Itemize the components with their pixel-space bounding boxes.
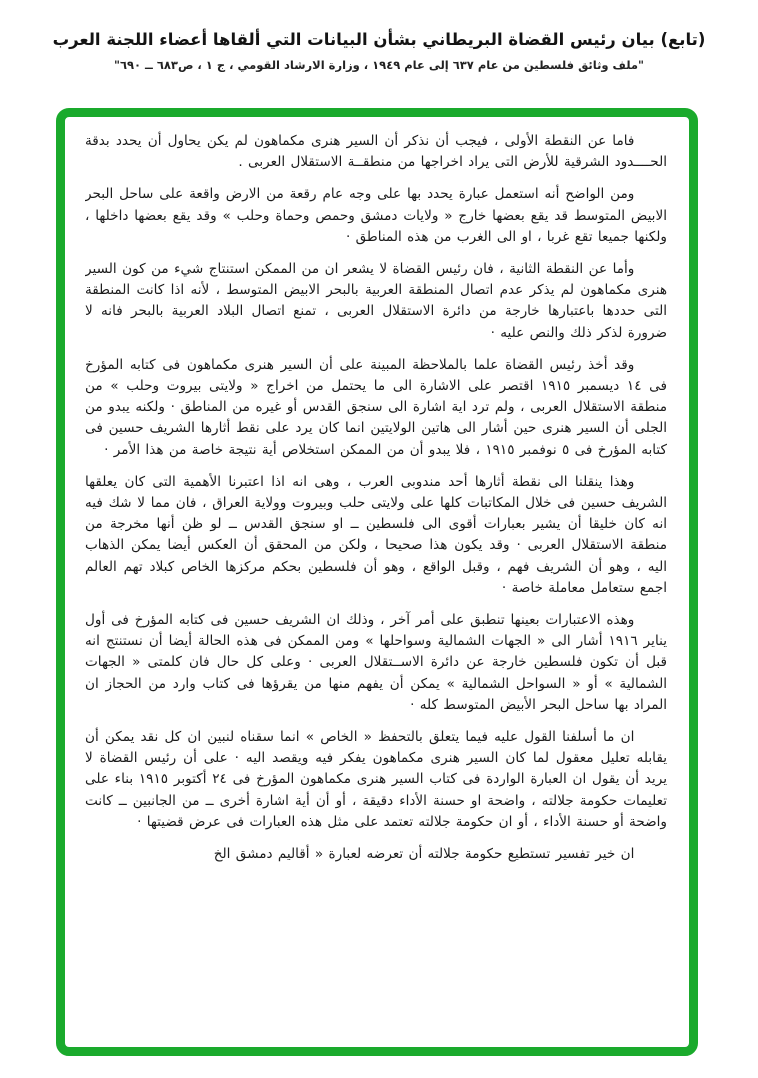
paragraph-7: ان ما أسلفنا القول عليه فيما يتعلق بالتحفظ « الخاص » انما سقناه لنبين ان كل نقد يمكن أن يقابله تعليل معقول لما كان السير هنرى مكماهون يفكر فيه ويقصد اليه · على أن رئيس القضاة لا يريد أن يقول ان العبارة الواردة فى كتاب السير هنرى مكماهون المؤرخ فى ٢٤ أكتوبر ١٩١٥ بناء على تعليمات حكومة جلالته ، واضحة او حسنة الأداء دقيقة ، أو أن أية اشارة أخرى ــ من الجانبين ــ كانت واضحة أو حسنة الأداء ، أو ان حكومة جلالته تعتمد على مثل هذه العبارات فى عرض قضيتها ·: [85, 729, 667, 830]
paragraph-4: وقد أخذ رئيس القضاة علما بالملاحظة المبينة على أن السير هنرى مكماهون فى كتابه المؤرخ فى ١٤ ديسمبر ١٩١٥ اقتصر على الاشارة الى ما يحتمل من اخراج « ولايتى بيروت وحلب » من منطقة الاستقلال العربى ، ولم ترد اية اشارة الى سنجق القدس أو غيره من المناطق · ولكنه يبدو من الجلى أن السير هنرى حين أشار الى هاتين الولايتين انما كان يرد على نقط أثارها الشريف حسين فى كتابه المؤرخ فى ٥ نوفمبر ١٩١٥ ، فلا يبدو أن من الممكن استخلاص أية نتيجة خاصة من هذا الأمر ·: [85, 356, 667, 458]
document-text-block: [85, 131, 667, 1037]
page-header: [0, 30, 758, 72]
paragraph-5: وهذا ينقلنا الى نقطة أثارها أحد مندوبى العرب ، وهى انه اذا اعتبرنا الأهمية التى كان يعلقها الشريف حسين فى خلال المكاتبات كلها على ولايتى حلب وبيروت وولاية العراق ، فان مما لا شك فيه انه كان خليقا أن يشير بعبارات أقوى الى فلسطين ــ او سنجق القدس ــ لو ظن أنها مخرجة من منطقة الاستقلال العربى · وقد يكون هذا صحيحا ، ولكن من المحقق أن العكس أيضا يمكن الذهاب اليه ، وهو أن الشريف فهم ، وقبل الواقع ، وهو أن فلسطين بحكم مركزها الخاص كبلاد تهم العالم اجمع ستعامل معاملة خاصة ·: [85, 473, 667, 596]
paragraph-1: فاما عن النقطة الأولى ، فيجب أن نذكر أن السير هنرى مكماهون لم يكن يحاول أن يحدد بدقة الحــــدود الشرقية للأرض التى يراد اخراجها من منطقــة الاستقلال العربى .: [85, 133, 667, 171]
green-border-frame: [56, 108, 698, 1056]
paragraph-3: وأما عن النقطة الثانية ، فان رئيس القضاة لا يشعر ان من الممكن استنتاج شيء من كون السير هنرى مكماهون لم يذكر عدم اتصال المنطقة العربية بالبحر الابيض المتوسط ، لأنه اذا كانت المنطقة التى حددها باعتبارها خارجة من دائرة الاستقلال العربى ، تمنع اتصال البلاد العربية بالبحر فانه لا ضرورة لذكر ذلك والنص عليه ·: [85, 261, 667, 341]
paragraph-6: وهذه الاعتبارات بعينها تنطبق على أمر آخر ، وذلك ان الشريف حسين فى كتابه المؤرخ فى أول يناير ١٩١٦ أشار الى « الجهات الشمالية وسواحلها » ومن الممكن فى هذه الحالة أيضا أن نستنتج انه قبل أن تكون فلسطين خارجة عن دائرة الاســتقلال العربى · وعلى كل حال فان كلمتى « الجهات الشمالية » أو « السواحل الشمالية » يمكن أن يفهم منها من يقرؤها فى كتاب وارد من الحجاز ان المراد بها ساحل البحر الأبيض المتوسط كله ·: [85, 612, 667, 713]
paragraph-2: ومن الواضح أنه استعمل عبارة يحدد بها على وجه عام رقعة من الارض واقعة على ساحل البحر الابيض المتوسط قد يقع بعضها خارج « ولايات دمشق وحمص وحماة وحلب » وقد يقع بعضها داخلها ، ولكنها جميعا تقع غربا ، او الى الغرب من هذه المناطق ·: [85, 186, 667, 245]
paragraph-8: ان خير تفسير تستطيع حكومة جلالته أن تعرضه لعبارة « أقاليم دمشق الخ: [213, 846, 635, 863]
page-title: (تابع) بيان رئيس القضاة البريطاني بشأن البيانات التي ألقاها أعضاء اللجنة العرب: [52, 30, 706, 49]
source-citation: "ملف وثائق فلسطين من عام ٦٣٧ إلى عام ١٩٤٩ ، وزارة الارشاد القومي ، ج ١ ، ص٦٨٣ ــ ٦٩٠": [113, 58, 645, 72]
